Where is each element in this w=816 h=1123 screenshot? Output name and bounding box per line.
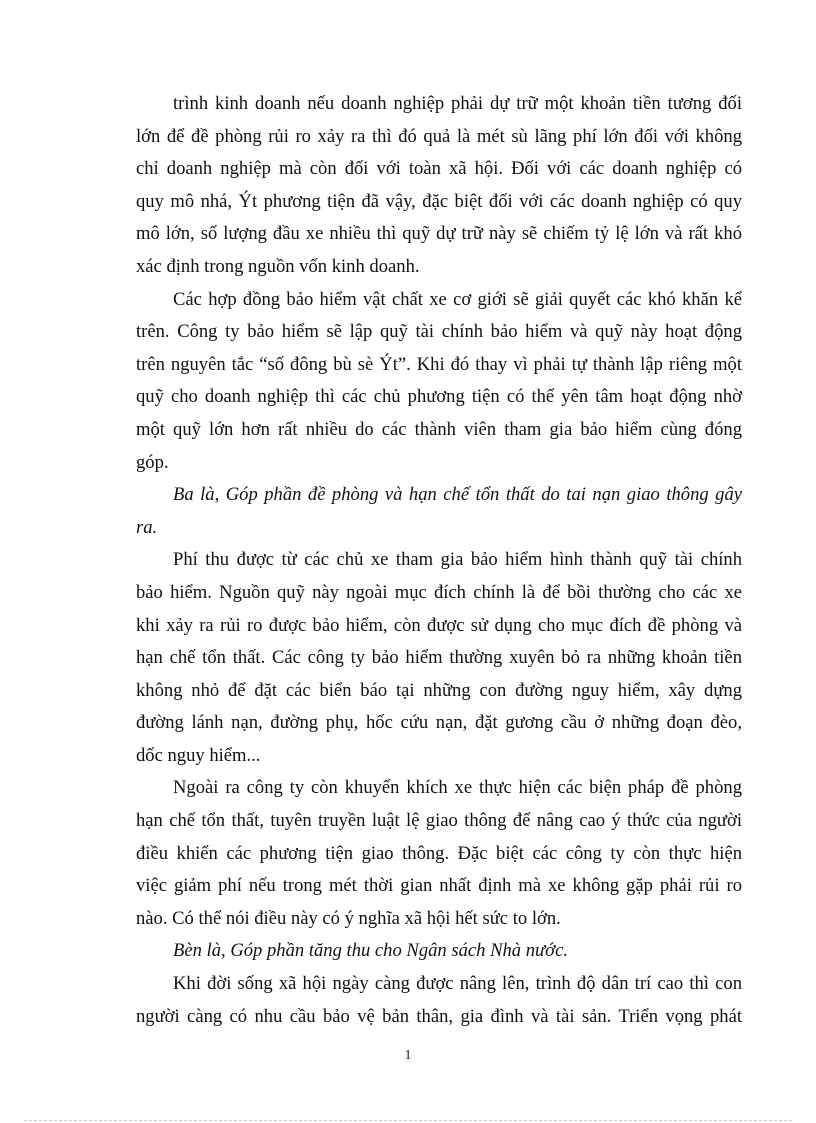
paragraph-line: một quỹ lớn hơn rất nhiều do các thành viên tham gia bảo hiểm cùng đóng [136,418,742,440]
paragraph-line: Khi đời sống xã hội ngày càng được nâng lên, trình độ dân trí cao thì con [173,973,742,995]
paragraph-line: dốc nguy hiểm... [136,744,261,766]
paragraph-line: quỹ cho doanh nghiệp thì các chủ phương tiện có thể yên tâm hoạt động nhờ [136,386,742,408]
paragraph-line: xác định trong nguồn vốn kinh doanh. [136,255,420,277]
paragraph-line: hạn chế tổn thất. Các công ty bảo hiểm thường xuyên bỏ ra những khoản tiền [136,647,742,669]
paragraph-line: không nhỏ để đặt các biển báo tại những con đường nguy hiểm, xây dựng [136,679,742,701]
section-heading-line: Bèn là, Góp phần tăng thu cho Ngân sách Nhà nước. [173,940,569,962]
section-heading-line: ra. [136,516,158,538]
paragraph-line: trên nguyên tắc “số đông bù sè Ýt”. Khi đó thay vì phải tự thành lập riêng một [136,353,742,375]
page-number: 1 [404,1048,412,1063]
paragraph-line: việc giảm phí nếu trong mét thời gian nhất định mà xe không gặp phải rủi ro [136,875,742,897]
paragraph-line: chỉ doanh nghiệp mà còn đối với toàn xã hội. Đối với các doanh nghiệp có [136,158,742,180]
paragraph-line: Ngoài ra công ty còn khuyến khích xe thực hiện các biện pháp đề phòng [173,777,742,799]
paragraph-line: mô lớn, số lượng đầu xe nhiều thì quỹ dự trữ này sẽ chiếm tỷ lệ lớn và rất khó [136,223,742,245]
paragraph-line: Phí thu được từ các chủ xe tham gia bảo hiểm hình thành quỹ tài chính [173,549,742,571]
paragraph-line: hạn chế tổn thất, tuyên truyền luật lệ giao thông để nâng cao ý thức của người [136,810,742,832]
paragraph-line: trình kinh doanh nếu doanh nghiệp phải dự trữ một khoản tiền tương đối [173,93,742,114]
paragraph-line: Các hợp đồng bảo hiểm vật chất xe cơ giới sẽ giải quyết các khó khăn kể [173,288,742,310]
paragraph-line: bảo hiểm. Nguồn quỹ này ngoài mục đích chính là để bồi thường cho các xe [136,581,742,603]
paragraph-line: góp. [136,451,169,473]
section-heading-line: Ba là, Góp phần đề phòng và hạn chế tổn thất do tai nạn giao thông gây [173,484,742,506]
paragraph-line: điều khiển các phương tiện giao thông. Đặc biệt các công ty còn thực hiện [136,842,742,864]
paragraph-line: khi xảy ra rủi ro được bảo hiểm, còn được sử dụng cho mục đích đề phòng và [136,614,742,636]
paragraph-line: quy mô nhá, Ýt phương tiện đã vậy, đặc biệt đối với các doanh nghiệp có quy [136,190,742,212]
paragraph-line: người càng có nhu cầu bảo vệ bản thân, gia đình và tài sản. Triển vọng phát [136,1005,742,1027]
body-text [136,88,742,1033]
page-bottom-rule [24,1120,792,1121]
paragraph-line: đường lánh nạn, đường phụ, hốc cứu nạn, đặt gương cầu ở những đoạn đèo, [136,712,742,734]
paragraph-line: nào. Có thể nói điều này có ý nghĩa xã hội hết sức to lớn. [136,907,561,929]
paragraph-line: lớn để đề phòng rủi ro xảy ra thì đó quả là mét sù lãng phí lớn đối với không [136,125,742,147]
paragraph-line: trên. Công ty bảo hiểm sẽ lập quỹ tài chính bảo hiểm và quỹ này hoạt động [136,321,742,343]
